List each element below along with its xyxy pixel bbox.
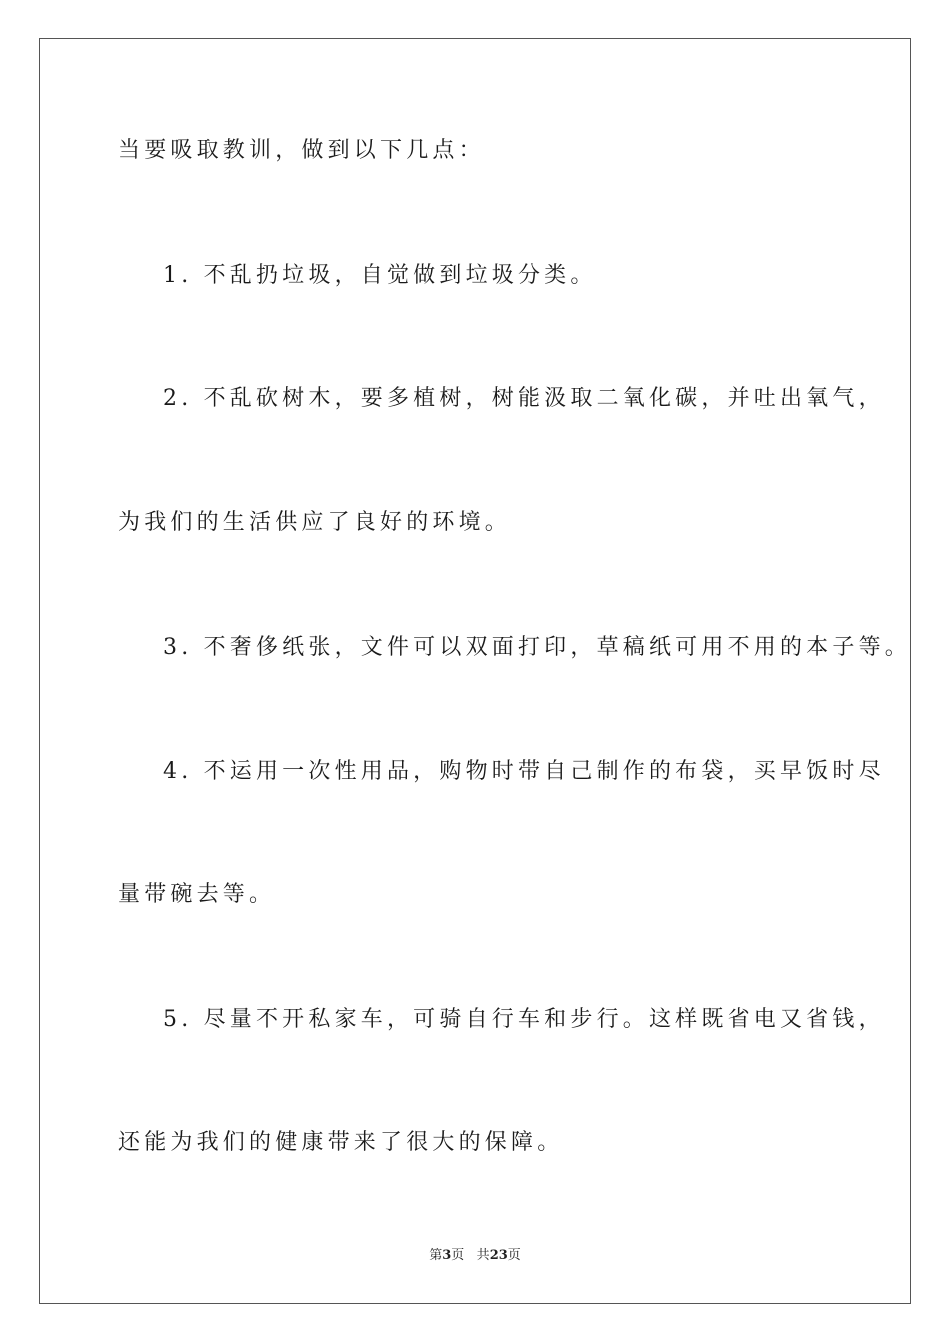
paragraph-intro-line: 当要吸取教训，做到以下几点： xyxy=(118,138,485,163)
list-item-2-line-1: 2. 不乱砍树木，要多植树，树能汲取二氧化碳，并吐出氧气， xyxy=(163,386,885,411)
page-footer xyxy=(0,1247,950,1265)
list-item-4-line-2: 量带碗去等。 xyxy=(118,882,276,907)
page-number-suffix: 页 xyxy=(451,1248,465,1263)
page-border xyxy=(39,38,911,1304)
list-item-5-line-1: 5. 尽量不开私家车，可骑自行车和步行。这样既省电又省钱， xyxy=(163,1007,885,1032)
total-pages-suffix: 页 xyxy=(507,1248,521,1263)
list-item-2-line-2: 为我们的生活供应了良好的环境。 xyxy=(118,510,512,535)
page-number: 3 xyxy=(442,1248,452,1263)
list-item-3-line: 3. 不奢侈纸张，文件可以双面打印，草稿纸可用不用的本子等。 xyxy=(163,635,911,660)
total-pages-prefix: 共 xyxy=(476,1248,490,1263)
list-item-1-line: 1. 不乱扔垃圾，自觉做到垃圾分类。 xyxy=(163,263,597,288)
total-pages: 23 xyxy=(489,1248,508,1263)
list-item-5-line-2: 还能为我们的健康带来了很大的保障。 xyxy=(118,1130,564,1155)
page-number-prefix: 第 xyxy=(429,1248,443,1263)
list-item-4-line-1: 4. 不运用一次性用品，购物时带自己制作的布袋，买早饭时尽 xyxy=(163,759,885,784)
